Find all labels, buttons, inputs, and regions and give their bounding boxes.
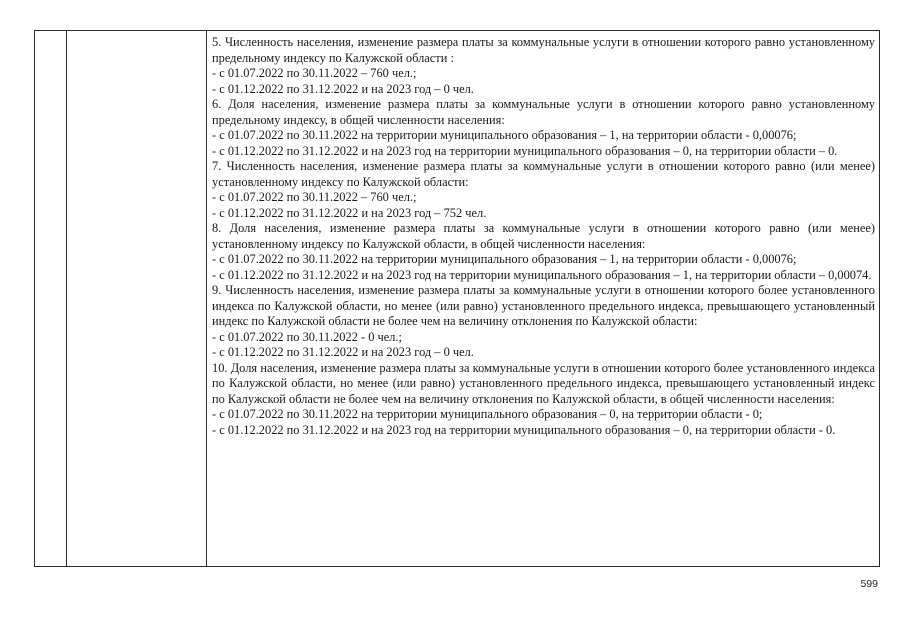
paragraph: - с 01.07.2022 по 30.11.2022 – 760 чел.; xyxy=(212,66,417,80)
table-cell-empty-2 xyxy=(67,31,207,567)
paragraph: - с 01.07.2022 по 30.11.2022 - 0 чел.; xyxy=(212,329,402,344)
paragraph: - с 01.07.2022 по 30.11.2022 – 760 чел.; xyxy=(212,190,417,204)
paragraph: - с 01.12.2022 по 31.12.2022 и на 2023 год на территории муниципального образования – 0, на территории области – 0. xyxy=(212,143,838,158)
paragraph: 6. Доля населения, изменение размера платы за коммунальные услуги в отношении которого равно установленному предельному индексу, в общей численности населения: xyxy=(212,97,875,127)
paragraph: 5. Численность населения, изменение размера платы за коммунальные услуги в отношении которого равно установленному предельному индексу по Калужской области : xyxy=(212,35,875,65)
page-number: 599 xyxy=(860,578,878,590)
paragraph: - с 01.12.2022 по 31.12.2022 и на 2023 год – 0 чел. xyxy=(212,81,474,96)
indicator-text xyxy=(207,31,879,438)
table-row xyxy=(35,31,880,567)
document-table xyxy=(34,30,880,567)
paragraph: - с 01.12.2022 по 31.12.2022 и на 2023 год на территории муниципального образования – 1, на территории области – 0,00074. xyxy=(212,267,872,282)
paragraph: - с 01.07.2022 по 30.11.2022 на территории муниципального образования – 1, на территории области - 0,00076; xyxy=(212,128,797,142)
paragraph: 7. Численность населения, изменение размера платы за коммунальные услуги в отношении которого равно (или менее) установленному индексу по Калужской области: xyxy=(212,159,875,189)
table-cell-content xyxy=(207,31,880,567)
paragraph: 8. Доля населения, изменение размера платы за коммунальные услуги в отношении которого равно (или менее) установленному индексу по Калужской области, в общей численности населения: xyxy=(212,221,875,251)
paragraph: - с 01.07.2022 по 30.11.2022 на территории муниципального образования – 0, на территории области - 0; xyxy=(212,407,763,421)
table-cell-empty-1 xyxy=(35,31,67,567)
paragraph: 10. Доля населения, изменение размера платы за коммунальные услуги в отношении которого более установленного индекса по Калужской области, но менее (или равно) установленного предельного индекса, превышающего установленный индекс по Калужской области не более чем на величину отклонения по Калужской области, в общей численности населения: xyxy=(212,360,875,406)
paragraph: - с 01.12.2022 по 31.12.2022 и на 2023 год на территории муниципального образования – 0, на территории области - 0. xyxy=(212,422,836,437)
paragraph: - с 01.12.2022 по 31.12.2022 и на 2023 год – 752 чел. xyxy=(212,205,487,220)
paragraph: - с 01.07.2022 по 30.11.2022 на территории муниципального образования – 1, на территории области - 0,00076; xyxy=(212,252,797,266)
paragraph: - с 01.12.2022 по 31.12.2022 и на 2023 год – 0 чел. xyxy=(212,345,474,359)
paragraph: 9. Численность населения, изменение размера платы за коммунальные услуги в отношении которого более установленного индекса по Калужской области, но менее (или равно) установленного предельного индекса, превышающего установленный индекс по Калужской области не более чем на величину отклонения по Калужской области: xyxy=(212,283,875,328)
